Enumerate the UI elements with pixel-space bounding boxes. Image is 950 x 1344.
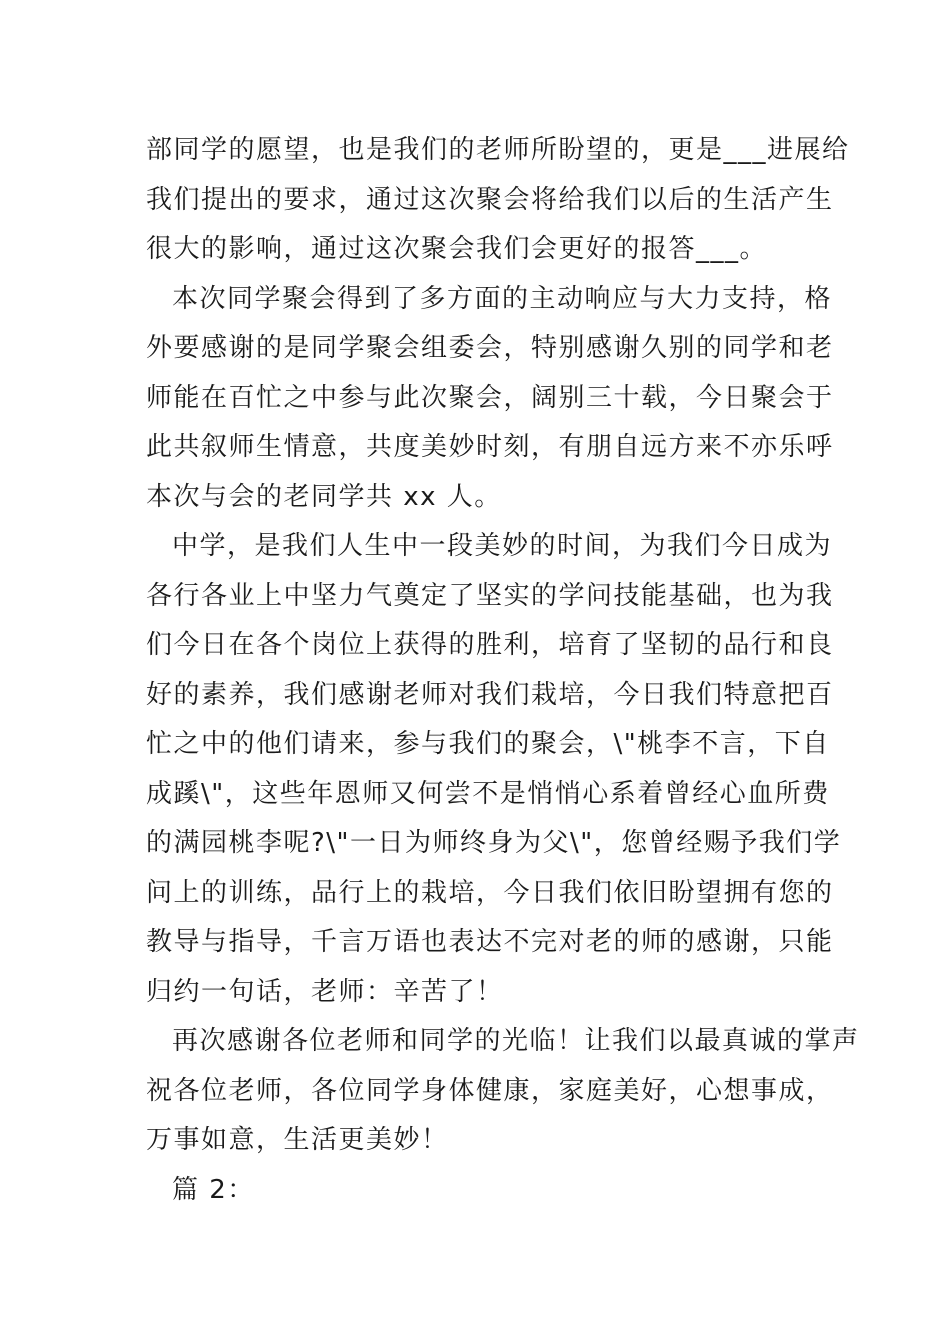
text-line: 教导与指导，千言万语也表达不完对老的师的感谢，只能 <box>146 927 834 957</box>
text-line: 师能在百忙之中参与此次聚会，阔别三十载，今日聚会于 <box>146 382 834 413</box>
text-line: 的满园桃李呢?\"一日为师终身为父\"，您曾经赐予我们学 <box>146 828 842 858</box>
text-line: 问上的训练，品行上的栽培，今日我们依旧盼望拥有您的 <box>146 877 834 908</box>
text-line: 忙之中的他们请来，参与我们的聚会，\"桃李不言，下自 <box>146 729 830 759</box>
paragraph-start-line: 中学，是我们人生中一段美妙的时间，为我们今日成为 <box>172 531 833 561</box>
section-heading: 篇 2： <box>172 1174 255 1205</box>
text-line: 祝各位老师，各位同学身体健康，家庭美好，心想事成， <box>146 1075 834 1106</box>
text-line: 好的素养，我们感谢老师对我们栽培，今日我们特意把百 <box>146 679 834 710</box>
text-line: 成蹊\"，这些年恩师又何尝不是悄悄心系着曾经心血所费 <box>146 778 830 809</box>
text-line: 部同学的愿望，也是我们的老师所盼望的，更是___进展给 <box>146 135 850 165</box>
paragraph-start-line: 再次感谢各位老师和同学的光临！让我们以最真诚的掌声 <box>172 1026 860 1056</box>
text-line: 很大的影响，通过这次聚会我们会更好的报答___。 <box>146 234 768 264</box>
text-line: 归约一句话，老师：辛苦了！ <box>146 976 504 1007</box>
text-line: 外要感谢的是同学聚会组委会，特别感谢久别的同学和老 <box>146 333 834 363</box>
document-body <box>146 126 860 1215</box>
text-line: 们今日在各个岗位上获得的胜利，培育了坚韧的品行和良 <box>146 630 834 660</box>
text-line: 各行各业上中坚力气奠定了坚实的学问技能基础，也为我 <box>146 580 834 611</box>
text-line: 我们提出的要求，通过这次聚会将给我们以后的生活产生 <box>146 184 834 215</box>
paragraph-start-line: 本次同学聚会得到了多方面的主动响应与大力支持，格 <box>172 283 833 314</box>
text-line: 本次与会的老同学共 xx 人。 <box>146 481 502 512</box>
text-line: 此共叙师生情意，共度美妙时刻，有朋自远方来不亦乐呼 <box>146 432 834 462</box>
text-line: 万事如意，生活更美妙！ <box>146 1125 449 1155</box>
